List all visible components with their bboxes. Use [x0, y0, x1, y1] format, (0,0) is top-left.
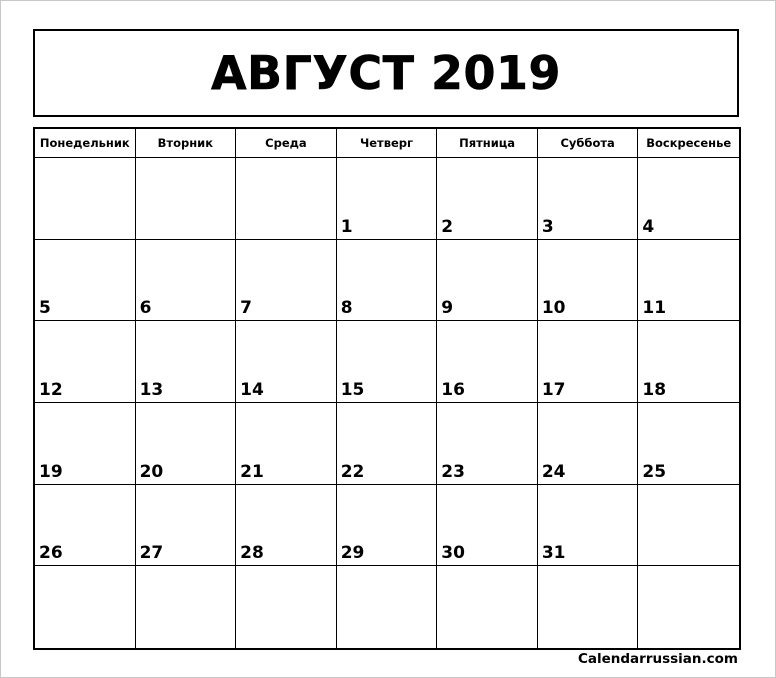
day-number: 24 — [541, 461, 566, 482]
weekday-header-wednesday: Среда — [236, 129, 337, 158]
day-number: 31 — [541, 543, 566, 564]
day-number: 10 — [541, 298, 566, 319]
day-cell — [136, 240, 237, 322]
day-number: 16 — [441, 379, 465, 400]
page-title: АВГУСТ 2019 — [210, 46, 562, 100]
day-cell — [538, 485, 639, 567]
day-cell — [638, 321, 739, 403]
day-cell — [136, 403, 237, 485]
day-cell — [538, 321, 639, 403]
day-number: 18 — [642, 379, 667, 400]
day-cell — [136, 566, 237, 648]
day-cell — [437, 321, 538, 403]
day-cell — [638, 403, 739, 485]
day-cell — [35, 403, 136, 485]
day-cell — [538, 158, 639, 240]
day-cell — [437, 240, 538, 322]
day-cell — [136, 158, 237, 240]
day-cell — [337, 321, 438, 403]
weekday-header-sunday: Воскресенье — [638, 129, 739, 158]
day-cell — [337, 158, 438, 240]
day-cell — [35, 158, 136, 240]
day-cell — [337, 485, 438, 567]
day-number: 15 — [340, 379, 365, 400]
day-number: 19 — [39, 461, 63, 482]
day-number: 12 — [39, 379, 63, 400]
day-number: 3 — [541, 216, 554, 237]
day-cell — [35, 485, 136, 567]
day-cell — [638, 158, 739, 240]
day-number: 28 — [240, 543, 264, 564]
day-cell — [136, 485, 237, 567]
day-number: 26 — [39, 543, 63, 564]
day-cell — [638, 566, 739, 648]
weekday-header-monday: Понедельник — [35, 129, 136, 158]
day-number: 29 — [340, 543, 365, 564]
day-cell — [35, 321, 136, 403]
day-number: 20 — [139, 461, 164, 482]
day-cell — [437, 485, 538, 567]
day-number: 27 — [139, 543, 164, 564]
day-cell — [236, 403, 337, 485]
day-cell — [236, 321, 337, 403]
day-number: 8 — [340, 298, 353, 319]
day-cell — [337, 566, 438, 648]
day-number: 22 — [340, 461, 365, 482]
day-number: 13 — [139, 379, 164, 400]
day-cell — [538, 240, 639, 322]
day-cell — [437, 158, 538, 240]
day-cell — [638, 240, 739, 322]
day-cell — [638, 485, 739, 567]
day-number: 17 — [541, 379, 566, 400]
day-number: 5 — [39, 298, 51, 319]
day-cell — [35, 566, 136, 648]
day-number: 11 — [642, 298, 667, 319]
day-number: 30 — [441, 543, 465, 564]
day-number: 23 — [441, 461, 465, 482]
day-cell — [236, 158, 337, 240]
day-number: 21 — [240, 461, 264, 482]
day-number: 2 — [441, 216, 454, 237]
day-cell — [337, 240, 438, 322]
day-number: 6 — [139, 298, 152, 319]
day-cell — [337, 403, 438, 485]
weekday-header-saturday: Суббота — [538, 129, 639, 158]
day-number: 9 — [441, 298, 454, 319]
day-number: 1 — [340, 216, 353, 237]
day-cell — [538, 566, 639, 648]
day-cell — [35, 240, 136, 322]
day-cell — [236, 240, 337, 322]
title-box — [33, 29, 739, 117]
day-cell — [236, 485, 337, 567]
day-number: 4 — [642, 216, 655, 237]
day-cell — [437, 566, 538, 648]
day-cell — [538, 403, 639, 485]
day-cell — [136, 321, 237, 403]
weekday-header-thursday: Четверг — [337, 129, 438, 158]
weekday-header-tuesday: Вторник — [136, 129, 237, 158]
day-number: 25 — [642, 461, 667, 482]
site-credit: Calendarrussian.com — [577, 651, 738, 667]
day-cell — [236, 566, 337, 648]
day-number: 14 — [240, 379, 264, 400]
weekday-header-friday: Пятница — [437, 129, 538, 158]
day-cell — [437, 403, 538, 485]
day-number: 7 — [240, 298, 252, 319]
calendar-grid — [33, 127, 741, 650]
